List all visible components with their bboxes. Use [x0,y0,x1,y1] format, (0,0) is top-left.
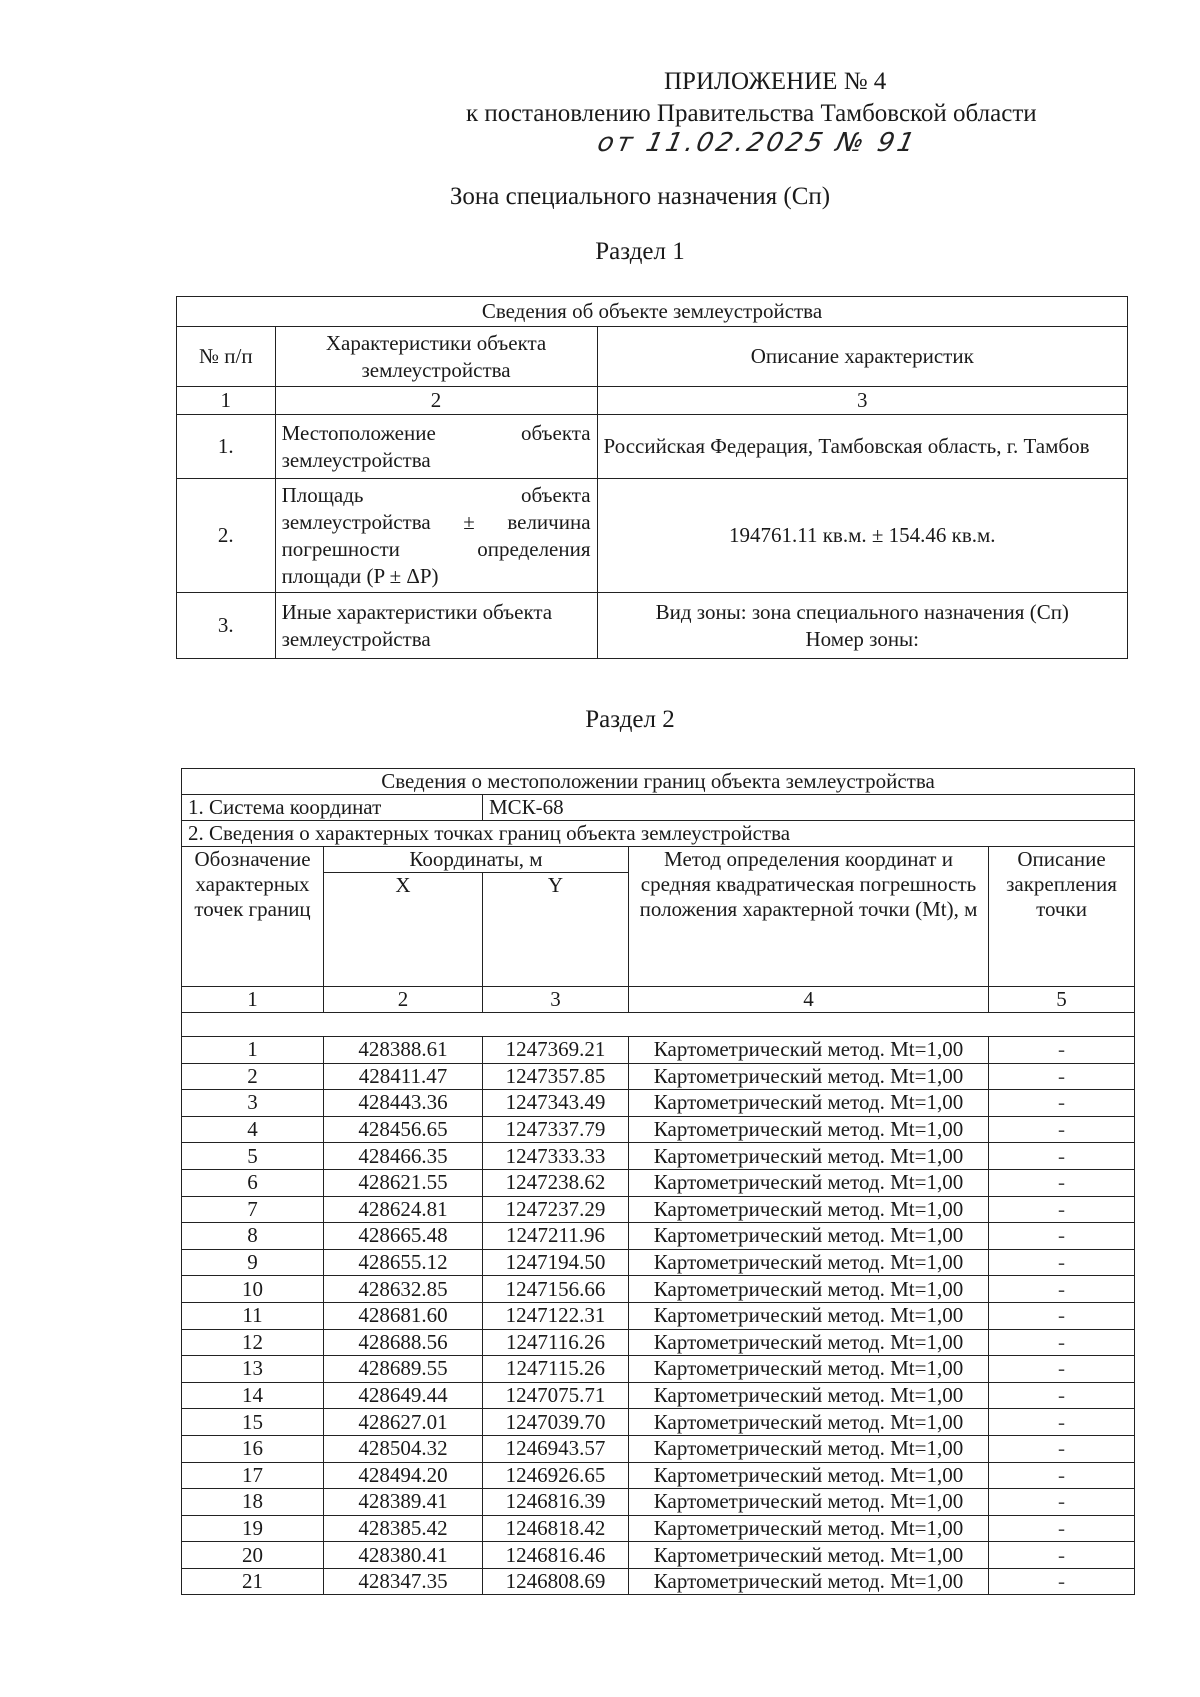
coord-x: 428681.60 [324,1302,483,1329]
table-row [182,1037,1135,1064]
coord-x: 428504.32 [324,1435,483,1462]
coord-y: 1247369.21 [483,1037,629,1064]
method-cell: Картометрический метод. Mt=1,00 [629,1542,989,1569]
coord-y: 1247039.70 [483,1409,629,1436]
points-body [182,1037,1135,1595]
empty-separator-row [182,1013,1135,1037]
fixing-cell: - [989,1196,1135,1223]
table-row [182,1329,1135,1356]
coord-x: 428385.42 [324,1515,483,1542]
method-cell: Картометрический метод. Mt=1,00 [629,1568,989,1595]
point-number: 20 [182,1542,324,1569]
point-number: 1 [182,1037,324,1064]
section1-table [176,296,1128,659]
coord-x: 428624.81 [324,1196,483,1223]
method-cell: Картометрический метод. Mt=1,00 [629,1302,989,1329]
point-number: 2 [182,1063,324,1090]
characteristic-value [597,593,1127,659]
table-row [182,1169,1135,1196]
method-cell: Картометрический метод. Mt=1,00 [629,1196,989,1223]
col-header-point: Обозначение характерных точек границ [182,847,324,987]
table-row [182,1223,1135,1250]
method-cell: Картометрический метод. Mt=1,00 [629,1276,989,1303]
point-number: 4 [182,1116,324,1143]
coord-x: 428456.65 [324,1116,483,1143]
table-row [182,1090,1135,1117]
zone-title: Зона специального назначения (Сп) [449,183,831,210]
col-number: 2 [275,387,597,415]
table-row [182,1143,1135,1170]
col-header-y: Y [483,873,629,987]
point-number: 18 [182,1489,324,1516]
characteristic-name: Местоположение объекта землеустройства [275,415,597,479]
fixing-cell: - [989,1249,1135,1276]
coord-y: 1247357.85 [483,1063,629,1090]
table-row [182,1568,1135,1595]
col-header-method: Метод определения координат и средняя квадратическая погрешность положения характерной точки (Mt), м [629,847,989,987]
coord-y: 1247116.26 [483,1329,629,1356]
characteristic-name: Площадь объекта землеустройства ± величина погрешности определения площади (P ± ΔP) [275,479,597,593]
col-header-characteristic: Характеристики объекта землеустройства [275,327,597,387]
coord-y: 1246816.39 [483,1489,629,1516]
handwritten-date-number: от 11.02.2025 № 91 [594,128,921,158]
coord-y: 1247115.26 [483,1356,629,1383]
fixing-cell: - [989,1169,1135,1196]
coord-x: 428443.36 [324,1090,483,1117]
coord-system-value: МСК-68 [483,795,1135,821]
col-header-x: X [324,873,483,987]
method-cell: Картометрический метод. Mt=1,00 [629,1462,989,1489]
coord-x: 428388.61 [324,1037,483,1064]
point-number: 11 [182,1302,324,1329]
table-row [182,1302,1135,1329]
coord-x: 428494.20 [324,1462,483,1489]
col-number: 4 [629,987,989,1013]
coord-x: 428649.44 [324,1382,483,1409]
col-header-description: Описание характеристик [597,327,1127,387]
point-number: 3 [182,1090,324,1117]
coord-x: 428347.35 [324,1568,483,1595]
coord-y: 1247333.33 [483,1143,629,1170]
coord-y: 1247194.50 [483,1249,629,1276]
method-cell: Картометрический метод. Mt=1,00 [629,1249,989,1276]
section2-table [181,768,1135,1595]
col-header-coordinates: Координаты, м [324,847,629,873]
table-row [182,1435,1135,1462]
resolution-reference: к постановлению Правительства Тамбовской области [466,100,1037,127]
fixing-cell: - [989,1382,1135,1409]
col-header-fixing: Описание закрепления точки [989,847,1135,987]
point-number: 17 [182,1462,324,1489]
table-row [182,1462,1135,1489]
coord-y: 1247156.66 [483,1276,629,1303]
method-cell: Картометрический метод. Mt=1,00 [629,1116,989,1143]
method-cell: Картометрический метод. Mt=1,00 [629,1090,989,1117]
col-number: 2 [324,987,483,1013]
coord-x: 428621.55 [324,1169,483,1196]
coord-x: 428688.56 [324,1329,483,1356]
point-number: 7 [182,1196,324,1223]
col-number: 1 [177,387,276,415]
fixing-cell: - [989,1302,1135,1329]
coord-y: 1247122.31 [483,1302,629,1329]
coord-y: 1246943.57 [483,1435,629,1462]
coord-x: 428466.35 [324,1143,483,1170]
fixing-cell: - [989,1489,1135,1516]
coord-x: 428689.55 [324,1356,483,1383]
table-row [182,1276,1135,1303]
point-number: 12 [182,1329,324,1356]
fixing-cell: - [989,1143,1135,1170]
zone-number: Номер зоны: [805,626,919,651]
appendix-title: ПРИЛОЖЕНИЕ № 4 [664,68,887,95]
table-row [182,1196,1135,1223]
table-row [182,1515,1135,1542]
col-number: 1 [182,987,324,1013]
coord-x: 428665.48 [324,1223,483,1250]
fixing-cell: - [989,1223,1135,1250]
point-number: 19 [182,1515,324,1542]
point-number: 21 [182,1568,324,1595]
method-cell: Картометрический метод. Mt=1,00 [629,1223,989,1250]
method-cell: Картометрический метод. Mt=1,00 [629,1515,989,1542]
row-number: 1. [177,415,276,479]
point-number: 5 [182,1143,324,1170]
method-cell: Картометрический метод. Mt=1,00 [629,1169,989,1196]
method-cell: Картометрический метод. Mt=1,00 [629,1329,989,1356]
point-number: 10 [182,1276,324,1303]
points-caption: 2. Сведения о характерных точках границ объекта землеустройства [182,821,1135,847]
point-number: 9 [182,1249,324,1276]
table-row [182,1063,1135,1090]
method-cell: Картометрический метод. Mt=1,00 [629,1356,989,1383]
zone-type: Вид зоны: зона специального назначения (Сп) [655,599,1069,624]
coord-x: 428655.12 [324,1249,483,1276]
coord-x: 428627.01 [324,1409,483,1436]
fixing-cell: - [989,1515,1135,1542]
coord-y: 1247237.29 [483,1196,629,1223]
method-cell: Картометрический метод. Mt=1,00 [629,1409,989,1436]
fixing-cell: - [989,1329,1135,1356]
method-cell: Картометрический метод. Mt=1,00 [629,1143,989,1170]
fixing-cell: - [989,1037,1135,1064]
coord-system-label: 1. Система координат [182,795,483,821]
coord-y: 1246816.46 [483,1542,629,1569]
point-number: 6 [182,1169,324,1196]
coord-y: 1247075.71 [483,1382,629,1409]
coord-x: 428380.41 [324,1542,483,1569]
section2-caption: Сведения о местоположении границ объекта землеустройства [182,769,1135,795]
characteristic-value: Российская Федерация, Тамбовская область, г. Тамбов [597,415,1127,479]
col-number: 3 [597,387,1127,415]
fixing-cell: - [989,1276,1135,1303]
coord-y: 1247337.79 [483,1116,629,1143]
coord-x: 428389.41 [324,1489,483,1516]
method-cell: Картометрический метод. Mt=1,00 [629,1435,989,1462]
coord-x: 428632.85 [324,1276,483,1303]
table-row [182,1409,1135,1436]
section1-title: Раздел 1 [595,238,685,265]
fixing-cell: - [989,1090,1135,1117]
col-number: 3 [483,987,629,1013]
col-header-number: № п/п [177,327,276,387]
fixing-cell: - [989,1568,1135,1595]
table-row [182,1542,1135,1569]
section1-caption: Сведения об объекте землеустройства [177,297,1128,327]
table-row [182,1249,1135,1276]
table-row [182,1382,1135,1409]
point-number: 8 [182,1223,324,1250]
point-number: 13 [182,1356,324,1383]
method-cell: Картометрический метод. Mt=1,00 [629,1489,989,1516]
coord-x: 428411.47 [324,1063,483,1090]
characteristic-name: Иные характеристики объекта землеустройства [275,593,597,659]
table-row [182,1356,1135,1383]
row-number: 3. [177,593,276,659]
fixing-cell: - [989,1462,1135,1489]
coord-y: 1247343.49 [483,1090,629,1117]
coord-y: 1246926.65 [483,1462,629,1489]
fixing-cell: - [989,1435,1135,1462]
coord-y: 1246818.42 [483,1515,629,1542]
fixing-cell: - [989,1542,1135,1569]
col-number: 5 [989,987,1135,1013]
coord-y: 1247211.96 [483,1223,629,1250]
method-cell: Картометрический метод. Mt=1,00 [629,1063,989,1090]
point-number: 15 [182,1409,324,1436]
fixing-cell: - [989,1356,1135,1383]
table-row [182,1116,1135,1143]
coord-y: 1247238.62 [483,1169,629,1196]
table-row [182,1489,1135,1516]
section2-title: Раздел 2 [585,706,675,733]
point-number: 16 [182,1435,324,1462]
method-cell: Картометрический метод. Mt=1,00 [629,1382,989,1409]
row-number: 2. [177,479,276,593]
fixing-cell: - [989,1409,1135,1436]
method-cell: Картометрический метод. Mt=1,00 [629,1037,989,1064]
coord-y: 1246808.69 [483,1568,629,1595]
characteristic-value: 194761.11 кв.м. ± 154.46 кв.м. [597,479,1127,593]
fixing-cell: - [989,1116,1135,1143]
point-number: 14 [182,1382,324,1409]
fixing-cell: - [989,1063,1135,1090]
